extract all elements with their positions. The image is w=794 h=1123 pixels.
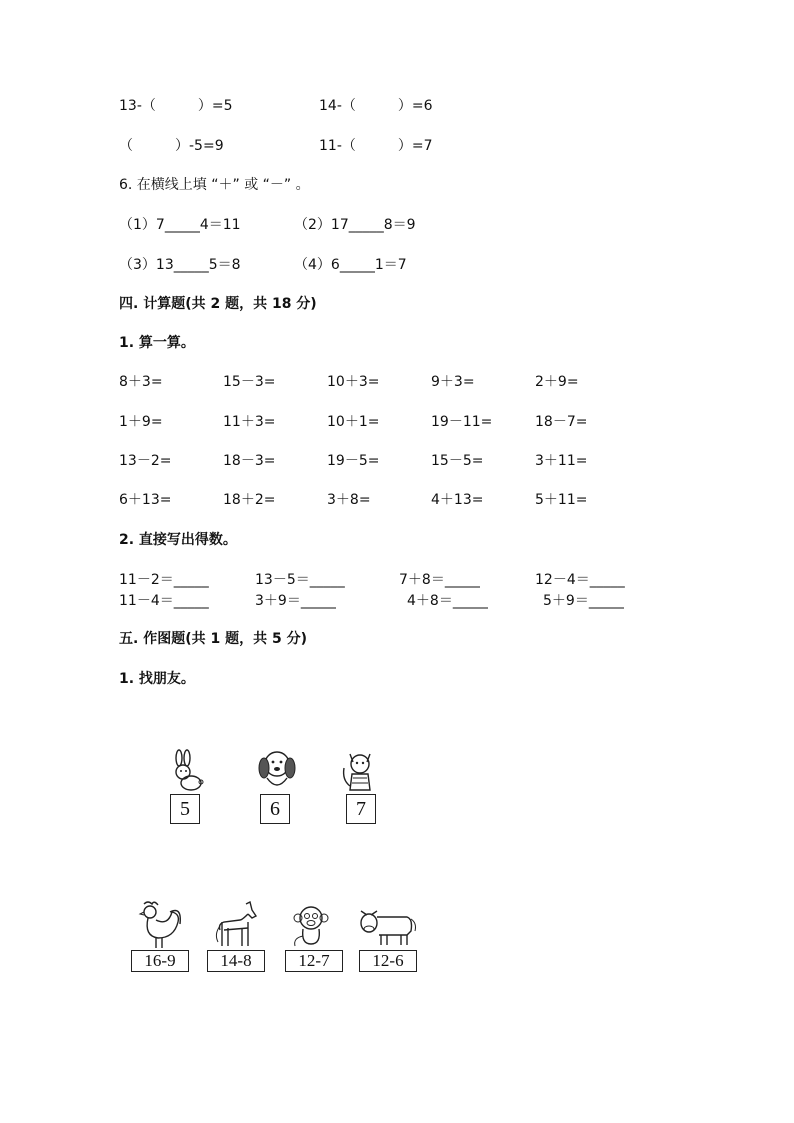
rabbit-icon (165, 750, 205, 796)
calc-cell: 18＋2= (223, 492, 276, 508)
calc-cell: 5＋11= (535, 492, 588, 508)
expression-box: 14-8 (207, 950, 265, 972)
rooster-icon (134, 900, 184, 954)
q6-title: 6. 在横线上填 “＋” 或 “－” 。 (119, 177, 310, 193)
number-box: 6 (260, 794, 290, 824)
calc-cell: 19－11= (431, 414, 493, 430)
section4-title: 四. 计算题(共 2 题，共 18 分) (119, 296, 317, 312)
direct-answer-cell: 11－4＝_____ (119, 593, 209, 609)
dog-icon (253, 748, 297, 796)
calc-cell: 6＋13= (119, 492, 172, 508)
number-box: 5 (170, 794, 200, 824)
calc-cell: 15－3= (223, 374, 276, 390)
section4-q2-title: 2. 直接写出得数。 (119, 532, 237, 548)
calc-cell: 10＋1= (327, 414, 380, 430)
calc-cell: 1＋9= (119, 414, 163, 430)
calc-cell: 15－5= (431, 453, 484, 469)
calc-cell: 2＋9= (535, 374, 579, 390)
calc-cell: 9＋3= (431, 374, 475, 390)
q6-item-1: （1）7_____4＝11 (119, 217, 241, 233)
direct-answer-cell: 7＋8＝_____ (399, 572, 480, 588)
expression-box: 12-7 (285, 950, 343, 972)
direct-answer-cell: 13－5＝_____ (255, 572, 345, 588)
calc-cell: 11＋3= (223, 414, 276, 430)
calc-cell: 10＋3= (327, 374, 380, 390)
direct-answer-cell: 5＋9＝_____ (543, 593, 624, 609)
fill-blank-row2-a: （ ）-5=9 (119, 138, 224, 154)
expression-box: 16-9 (131, 950, 189, 972)
number-box: 7 (346, 794, 376, 824)
expression-box: 12-6 (359, 950, 417, 972)
calc-cell: 18－3= (223, 453, 276, 469)
section5-title: 五. 作图题(共 1 题，共 5 分) (119, 631, 307, 647)
fill-blank-row2-b: 11-（ ）=7 (319, 138, 433, 154)
calc-cell: 19－5= (327, 453, 380, 469)
q6-item-3: （3）13_____5＝8 (119, 257, 241, 273)
q6-item-4: （4）6_____1＝7 (294, 257, 407, 273)
fill-blank-row1-b: 14-（ ）=6 (319, 98, 433, 114)
calc-cell: 13－2= (119, 453, 172, 469)
calc-cell: 3＋11= (535, 453, 588, 469)
fill-blank-row1-a: 13-（ ）=5 (119, 98, 233, 114)
section5-q1-title: 1. 找朋友。 (119, 671, 195, 687)
section4-q1-title: 1. 算一算。 (119, 335, 195, 351)
q6-item-2: （2）17_____8＝9 (294, 217, 416, 233)
cat-icon (340, 748, 380, 796)
cow-icon (357, 905, 419, 951)
direct-answer-cell: 12－4＝_____ (535, 572, 625, 588)
calc-cell: 18－7= (535, 414, 588, 430)
calc-cell: 8＋3= (119, 374, 163, 390)
horse-icon (212, 900, 262, 954)
monkey-icon (289, 904, 333, 952)
direct-answer-cell: 4＋8＝_____ (407, 593, 488, 609)
calc-cell: 4＋13= (431, 492, 484, 508)
calc-cell: 3＋8= (327, 492, 371, 508)
direct-answer-cell: 11－2＝_____ (119, 572, 209, 588)
direct-answer-cell: 3＋9＝_____ (255, 593, 336, 609)
